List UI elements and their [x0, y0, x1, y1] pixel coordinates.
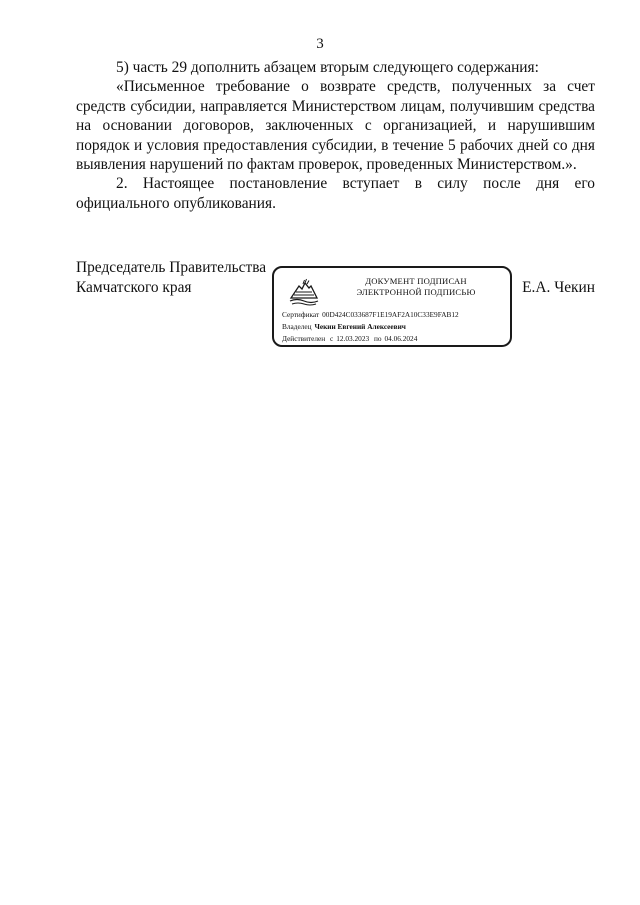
paragraph-effective-date: 2. Настоящее постановление вступает в силу после дня его официального опубликования. — [76, 175, 595, 212]
certificate-label: Сертификат — [282, 310, 320, 319]
electronic-signature-stamp — [272, 266, 512, 347]
owner-value: Чекин Евгений Алексеевич — [314, 322, 406, 331]
stamp-title — [326, 276, 506, 298]
signer-position — [76, 258, 266, 298]
certificate-value: 00D424C033687F1E19AF2A10C33E9FAB12 — [322, 310, 459, 319]
stamp-owner-row — [282, 321, 459, 333]
document-body — [76, 58, 595, 213]
signer-position-line1: Председатель Правительства — [76, 259, 267, 276]
stamp-details — [282, 309, 459, 345]
stamp-title-line2: ЭЛЕКТРОННОЙ ПОДПИСЬЮ — [356, 287, 476, 297]
valid-from-prefix: с — [330, 334, 334, 343]
owner-label: Владелец — [282, 322, 312, 331]
signer-name: Е.А. Чекин — [522, 279, 595, 296]
valid-to-prefix: по — [373, 334, 382, 343]
paragraph-amendment-5: 5) часть 29 дополнить абзацем вторым следующего содержания: — [116, 59, 539, 76]
valid-from-date: 12.03.2023 — [336, 334, 370, 343]
kamchatka-emblem-icon — [288, 274, 320, 306]
stamp-validity-row — [282, 333, 459, 345]
page-number: 3 — [316, 36, 324, 52]
valid-label: Действителен — [282, 334, 326, 343]
paragraph-quote: «Письменное требование о возврате средств, полученных за счет средств субсидии, направляется Министерством лицам, получившим средства на основании договоров, заключенных с организацией, и нарушившим порядок и условия предоставления субсидии, в течение 5 рабочих дней со дня выявления нарушений по фактам проверок, проведенных Министерством.». — [76, 78, 595, 174]
valid-to-date: 04.06.2024 — [384, 334, 418, 343]
stamp-certificate-row — [282, 309, 459, 321]
signer-position-line2: Камчатского края — [76, 279, 192, 296]
stamp-title-line1: ДОКУМЕНТ ПОДПИСАН — [365, 276, 467, 286]
